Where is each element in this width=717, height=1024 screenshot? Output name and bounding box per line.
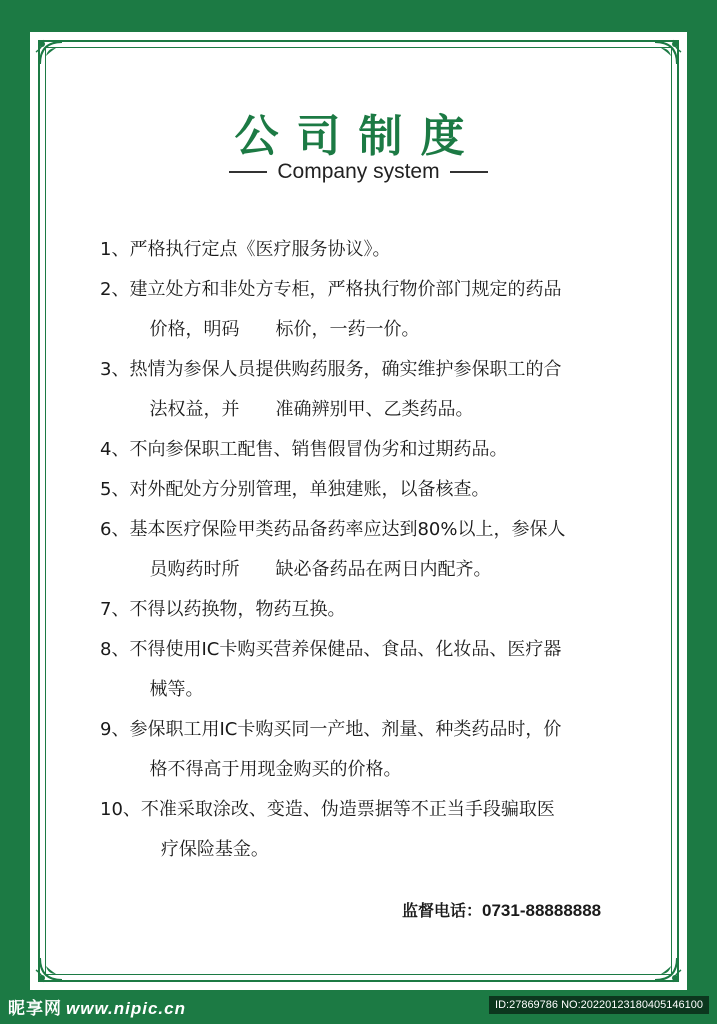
rules-list [100,230,620,870]
rule-text: 对外配处方分别管理，单独建账，以备核查。 [129,479,490,500]
corner-ornament-icon [32,948,72,988]
rule-text-continued: 格不得高于用现金购买的价格。 [149,759,402,780]
subtitle-row [0,160,717,184]
page-title: 公司制度 [234,111,483,162]
rule-item [100,590,620,630]
rule-item [100,630,620,710]
watermark-site: www.nipic.cn [66,999,186,1018]
rule-text-continued: 械等。 [149,679,204,700]
rule-text-continued: 疗保险基金。 [160,839,269,860]
rule-item [100,510,620,590]
rule-item [100,270,620,350]
subtitle-divider [450,171,488,173]
rule-item [100,350,620,430]
subtitle-divider [229,171,267,173]
rule-number: 1、 [100,239,130,260]
rule-text: 不得使用IC卡购买营养保健品、食品、化妆品、医疗器 [129,639,562,660]
rule-number: 5、 [100,479,130,500]
rule-text: 建立处方和非处方专柜，严格执行物价部门规定的药品 [129,279,562,300]
rule-number: 9、 [100,719,130,740]
rule-text: 不向参保职工配售、销售假冒伪劣和过期药品。 [129,439,508,460]
rule-item [100,230,620,270]
rule-number: 6、 [100,519,130,540]
rule-text-continued: 员购药时所 缺必备药品在两日内配齐。 [149,559,492,580]
hotline-label: 监督电话： [402,901,483,920]
rule-number: 8、 [100,639,130,660]
corner-ornament-icon [32,34,72,74]
rule-text-continued: 法权益，并 准确辨别甲、乙类药品。 [149,399,474,420]
rule-item [100,430,620,470]
supervision-hotline [402,898,601,921]
rule-text: 严格执行定点《医疗服务协议》。 [129,239,391,260]
rule-text: 基本医疗保险甲类药品备药率应达到80%以上，参保人 [129,519,566,540]
corner-ornament-icon [645,34,685,74]
watermark-id: ID:27869786 NO:20220123180405146100 [489,996,709,1014]
rule-text: 参保职工用IC卡购买同一产地、剂量、种类药品时，价 [129,719,562,740]
rule-item [100,790,620,870]
rule-item [100,470,620,510]
watermark-logo-text: 昵享网 [8,999,62,1019]
rule-number: 10、 [100,799,141,820]
rule-number: 2、 [100,279,130,300]
rule-text: 热情为参保人员提供购药服务，确实维护参保职工的合 [129,359,562,380]
rule-number: 7、 [100,599,130,620]
watermark-logo [8,994,186,1019]
rule-text-continued: 价格，明码 标价，一药一价。 [149,319,420,340]
rule-number: 4、 [100,439,130,460]
rule-text: 不准采取涂改、变造、伪造票据等不正当手段骗取医 [140,799,555,820]
hotline-number: 0731-88888888 [482,901,602,920]
page-subtitle: Company system [277,160,440,183]
corner-ornament-icon [645,948,685,988]
rule-item [100,710,620,790]
rule-number: 3、 [100,359,130,380]
rule-text: 不得以药换物，物药互换。 [129,599,346,620]
